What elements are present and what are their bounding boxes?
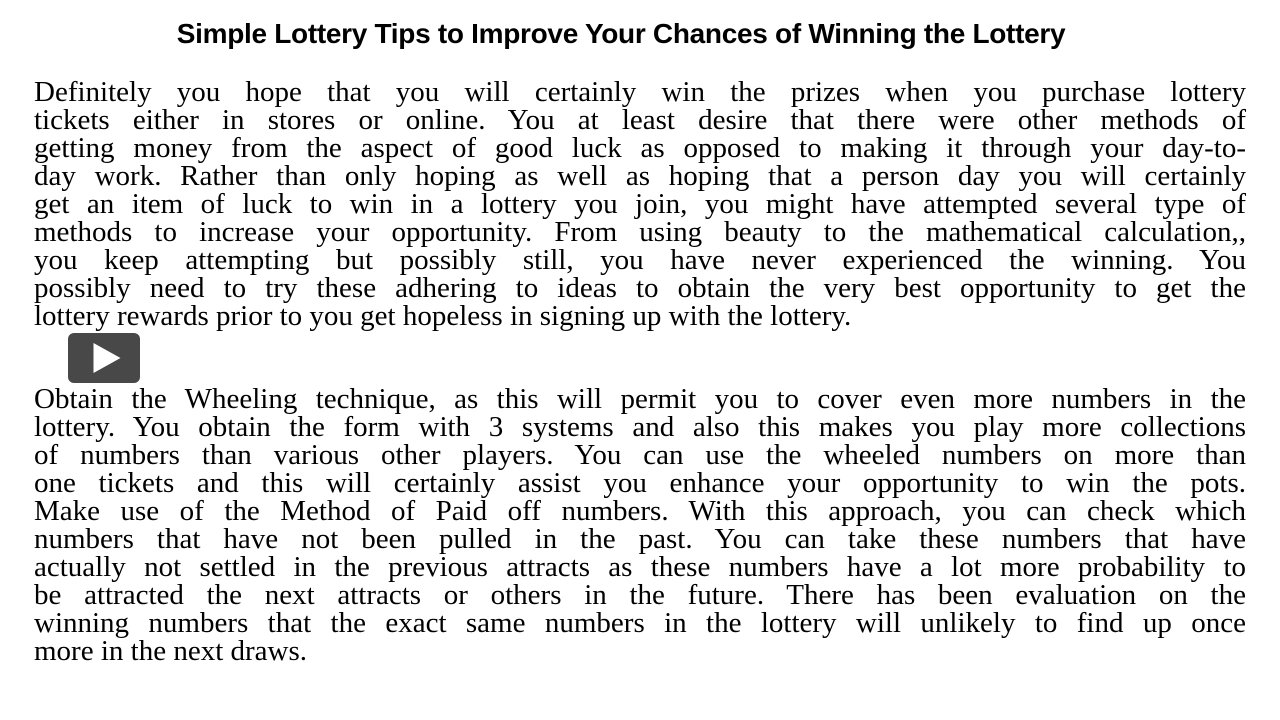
text-line: day work. Rather than only hoping as well as hoping that a person day you will certainly	[34, 160, 1246, 192]
play-icon	[92, 343, 122, 373]
text-line: winning numbers that the exact same numbers in the lottery will unlikely to find up once	[34, 607, 1246, 639]
text-line: possibly need to try these adhering to ideas to obtain the very best opportunity to get the	[34, 272, 1246, 304]
text-line: more in the next draws.	[34, 635, 308, 667]
text-line: Definitely you hope that you will certainly win the prizes when you purchase lottery	[34, 76, 1246, 108]
text-line: one tickets and this will certainly assist you enhance your opportunity to win the pots.	[34, 467, 1246, 499]
text-line: lottery. You obtain the form with 3 systems and also this makes you play more collections	[34, 411, 1246, 443]
text-line: getting money from the aspect of good luck as opposed to making it through your day-to-	[34, 132, 1246, 164]
text-line: get an item of luck to win in a lottery you join, you might have attempted several type of	[34, 188, 1246, 220]
text-line: actually not settled in the previous attracts as these numbers have a lot more probability to	[34, 551, 1246, 583]
text-line: tickets either in stores or online. You at least desire that there were other methods of	[34, 104, 1246, 136]
text-line: methods to increase your opportunity. From using beauty to the mathematical calculation,,	[34, 216, 1246, 248]
text-line: you keep attempting but possibly still, you have never experienced the winning. You	[34, 244, 1246, 276]
text-line: of numbers than various other players. You can use the wheeled numbers on more than	[34, 439, 1246, 471]
paragraph-2	[34, 385, 1246, 665]
slide-title: Simple Lottery Tips to Improve Your Chances of Winning the Lottery	[176, 18, 1066, 49]
paragraph-1	[34, 78, 1246, 330]
text-line: Make use of the Method of Paid off numbers. With this approach, you can check which	[34, 495, 1246, 527]
text-line: lottery rewards prior to you get hopeless in signing up with the lottery.	[34, 300, 852, 332]
text-line: numbers that have not been pulled in the past. You can take these numbers that have	[34, 523, 1246, 555]
text-line: Obtain the Wheeling technique, as this will permit you to cover even more numbers in the	[34, 383, 1246, 415]
play-button[interactable]	[68, 333, 140, 383]
text-line: be attracted the next attracts or others in the future. There has been evaluation on the	[34, 579, 1246, 611]
